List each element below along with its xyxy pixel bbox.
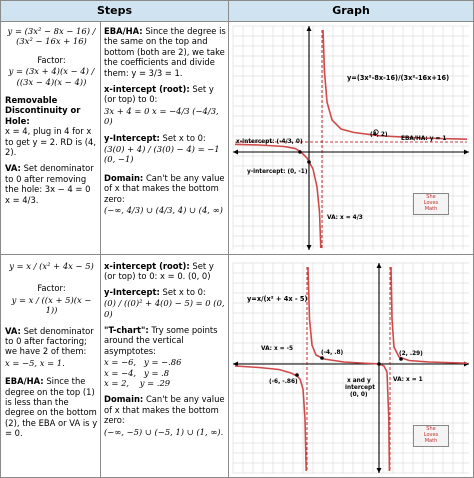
- ex1-removable-head: Removable Discontinuity or Hole:: [5, 95, 81, 126]
- logo-text-2: Loves: [423, 432, 439, 438]
- ex1-domain-math: (−∞, 4/3) ∪ (4/3, 4) ∪ (4, ∞): [104, 205, 223, 216]
- ex2-graph-title: y=x/(x² + 4x - 5): [247, 295, 308, 303]
- ex2-eba-body: Since the degree on the top (1) is less than the degree on the bottom (2), the EBA or VA is y = 0.: [5, 376, 98, 439]
- ex1-logo: [413, 193, 449, 215]
- divider-col1: [100, 21, 101, 477]
- ex2-factored: y = x / ((x + 5)(x − 1)): [11, 294, 92, 316]
- ex2-logo: [413, 425, 449, 447]
- ex1-yint-point: [307, 160, 311, 164]
- ex2-int-label-1: x and y: [347, 378, 371, 384]
- ex1-va-body: Set denominator to 0 after removing the hole: 3x − 4 = 0 x = 4/3.: [5, 163, 94, 205]
- ex1-eba-body: Since the degree is the same on the top and bottom (both are 2), we take the coefficients and divide them: y = 3/3 = 1.: [104, 26, 226, 78]
- ex1-va-head: VA:: [5, 163, 21, 174]
- ex1-xint-body: Set y (or top) to 0:: [104, 84, 214, 105]
- ex2-domain-math: (−∞, −5) ∪ (−5, 1) ∪ (1, ∞).: [104, 426, 224, 437]
- ex2-p1-label: (-4, .8): [321, 350, 344, 356]
- ex1-eba-head: EBA/HA:: [104, 26, 143, 36]
- ex1-va-label: VA: x = 4/3: [327, 215, 363, 221]
- logo-text-2: Loves: [423, 200, 439, 206]
- ex2-point-2: [399, 357, 403, 361]
- ex2-tchart-row-1: x = −6, y = −.86: [104, 357, 182, 368]
- ex1-point-label: (4, 2): [370, 132, 388, 138]
- ex2-equation: y = x / (x² + 4x − 5): [9, 261, 94, 271]
- ex2-point-1: [320, 356, 324, 360]
- ex2-va-head: VA:: [5, 325, 21, 336]
- ex2-tchart-head: "T-chart":: [104, 325, 149, 336]
- ex1-col1: [5, 26, 98, 252]
- ex2-tchart-row-3: x = 2, y = .29: [104, 378, 171, 389]
- ex2-va1-label: VA: x = -5: [261, 346, 294, 352]
- logo-text-1: She: [426, 426, 436, 432]
- ex1-xint-point: [298, 150, 302, 154]
- logo-text-3: Math: [424, 206, 438, 212]
- ex2-col1: [5, 261, 98, 475]
- ex2-p3-label: (-6, -.86): [269, 379, 298, 385]
- ex1-yint-math: (3(0) + 4) / (3(0) − 4) = −1 (0, −1): [104, 144, 220, 165]
- ex2-origin-point: [377, 362, 381, 366]
- ex1-col2: [104, 26, 226, 252]
- ex1-eba-label: EBA/HA: y = 1: [401, 136, 447, 142]
- divider-row: [1, 254, 473, 255]
- ex1-xint-math: 3x + 4 = 0 x = −4/3 (−4/3, 0): [104, 105, 219, 127]
- ex2-col2: [104, 261, 226, 475]
- ex2-point-3: [295, 373, 299, 377]
- ex1-yint-label: y-intercept: (0, -1): [247, 169, 308, 175]
- ex2-domain-head: Domain:: [104, 394, 144, 405]
- ex1-graph-title: y=(3x²-8x-16)/(3x²-16x+16): [347, 74, 450, 82]
- ex2-curve-right: [391, 267, 467, 363]
- ex2-yint-math: (0) / ((0)² + 4(0) − 5) = 0 (0, 0): [104, 298, 225, 319]
- ex2-tchart-row-2: x = −4, y = .8: [104, 367, 170, 378]
- ex1-xint-head: x-intercept (root):: [104, 84, 190, 95]
- logo-text-3: Math: [424, 438, 438, 444]
- ex1-domain-body: Can't be any value of x that makes the bottom zero:: [104, 172, 225, 204]
- ex1-factor-label: Factor:: [37, 54, 66, 65]
- ex1-domain-head: Domain:: [104, 172, 144, 183]
- ex2-factor-label: Factor:: [37, 283, 66, 294]
- ex2-p2-label: (2, .29): [399, 351, 423, 357]
- ex2-va-body: Set denominator to 0 after factoring; we have 2 of them:: [5, 325, 94, 357]
- steps-header: Steps: [1, 1, 228, 22]
- graph-header: Graph: [229, 1, 473, 22]
- ex1-graph: [229, 22, 473, 254]
- ex2-yint-head: y-Intercept:: [104, 286, 160, 297]
- ex2-domain-body: Can't be any value of x that makes the bottom zero:: [104, 394, 225, 426]
- ex1-removable-body: x = 4, plug in 4 for x to get y = 2. RD is (4, 2).: [5, 126, 96, 158]
- ex1-curve-right: [323, 30, 467, 139]
- ex1-xint-label: x-intercept: (-4/3, 0): [236, 139, 303, 145]
- ex1-equation: y = (3x² − 8x − 16) / (3x² − 16x + 16): [7, 26, 96, 47]
- ex2-int-label-3: (0, 0): [350, 392, 368, 398]
- ex2-int-label-2: intercept: [345, 385, 375, 391]
- ex2-eba-head: EBA/HA:: [5, 376, 44, 387]
- ex1-yint-head: y-Intercept:: [104, 132, 160, 143]
- ex2-tchart-body: Try some points around the vertical asymptotes:: [104, 325, 218, 356]
- ex2-curve-middle: [308, 267, 389, 471]
- ex2-xint-head: x-intercept (root):: [104, 261, 190, 271]
- ex2-va-math: x = −5, x = 1.: [5, 357, 65, 368]
- ex2-xint-body: Set y (or top) to 0: x = 0. (0, 0): [104, 261, 214, 282]
- ex1-factored: y = (3x + 4)(x − 4) / ((3x − 4)(x − 4)): [8, 66, 95, 87]
- ex2-va2-label: VA: x = 1: [393, 377, 423, 383]
- logo-text-1: She: [426, 194, 436, 200]
- ex2-yint-body: Set x to 0:: [162, 286, 206, 297]
- ex1-yint-body: Set x to 0:: [162, 132, 206, 143]
